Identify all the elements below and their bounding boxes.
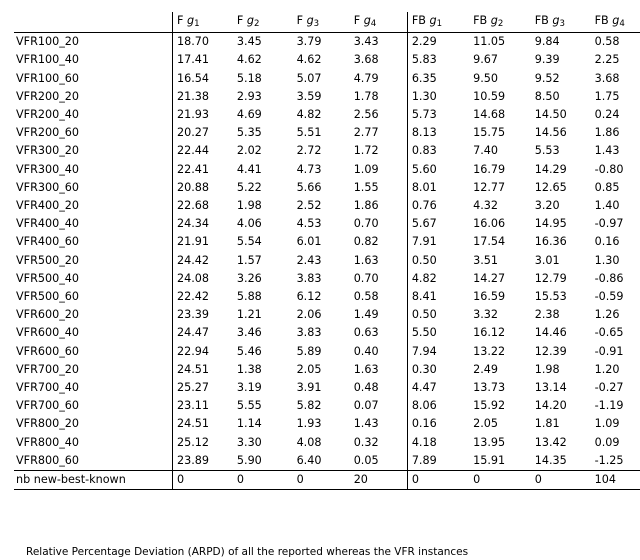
row-value: 2.77 [353, 126, 379, 140]
row-value: 24.51 [173, 361, 233, 379]
row-value: 5.07 [296, 71, 322, 85]
row-value: 1.63 [353, 253, 379, 267]
row-value: 1.14 [236, 417, 262, 431]
row-value: 3.83 [296, 271, 322, 285]
row-value: 24.47 [173, 324, 233, 342]
row-value: 4.69 [236, 108, 262, 122]
row-value: 6.12 [296, 290, 322, 304]
row-value: 8.13 [407, 124, 469, 142]
row-value: 21.91 [173, 233, 233, 251]
row-value: 15.53 [534, 290, 567, 304]
row-value: 2.56 [353, 108, 379, 122]
row-value: 5.18 [236, 71, 262, 85]
row-value: 0.16 [594, 235, 620, 249]
row-value: 17.54 [473, 235, 506, 249]
row-value: 13.14 [534, 381, 567, 395]
row-value: 14.29 [534, 162, 567, 176]
row-value: 0.70 [353, 217, 379, 231]
row-value: 1.63 [353, 362, 379, 376]
row-label: VFR700_60 [16, 399, 80, 413]
row-value: 8.50 [534, 89, 560, 103]
summary-value: 0 [293, 471, 350, 490]
row-label: VFR800_60 [14, 452, 173, 471]
row-value: 0.09 [594, 435, 620, 449]
table-row [14, 197, 640, 215]
table-row [14, 88, 640, 106]
row-value: 25.27 [173, 379, 233, 397]
row-label: VFR400_60 [16, 235, 80, 249]
row-value: 0.70 [353, 271, 379, 285]
row-value: 1.49 [353, 308, 379, 322]
table-row [14, 306, 640, 324]
row-value: 1.72 [353, 144, 379, 158]
table-row [14, 452, 640, 471]
row-value: 0.16 [407, 415, 469, 433]
row-value: 16.36 [534, 235, 567, 249]
row-value: 1.86 [594, 126, 620, 140]
row-value: 4.53 [296, 217, 322, 231]
row-value: 2.05 [473, 417, 499, 431]
row-value: 14.56 [534, 126, 567, 140]
row-value: 2.72 [296, 144, 322, 158]
table-row [14, 106, 640, 124]
row-label: VFR500_20 [16, 253, 80, 267]
row-value: 7.40 [473, 144, 499, 158]
row-value: 9.50 [473, 71, 499, 85]
row-value: -0.97 [594, 217, 624, 231]
summary-value: 0 [407, 471, 469, 490]
row-value: 9.52 [534, 71, 560, 85]
row-value: 5.55 [236, 399, 262, 413]
row-value: 5.82 [296, 399, 322, 413]
row-value: 9.67 [473, 53, 499, 67]
row-value: 15.92 [473, 399, 506, 413]
header-col-FB-g3: FB g3 [534, 14, 565, 29]
row-value: 8.41 [407, 288, 469, 306]
header-col-F-g1: F g1 [173, 12, 233, 33]
header-label-cell [14, 12, 173, 33]
row-label: VFR200_20 [16, 89, 80, 103]
row-label: VFR300_60 [16, 180, 80, 194]
table-row [14, 215, 640, 233]
row-value: 3.91 [296, 381, 322, 395]
row-value: 2.43 [296, 253, 322, 267]
row-value: 4.06 [236, 217, 262, 231]
row-value: 5.46 [236, 344, 262, 358]
row-value: 14.20 [534, 399, 567, 413]
row-value: 11.05 [469, 33, 531, 52]
table-row [14, 124, 640, 142]
table-row [14, 51, 640, 69]
row-value: 15.91 [469, 452, 531, 471]
table-row [14, 415, 640, 433]
row-value: 16.79 [473, 162, 506, 176]
header-col-FB-g1: FB g1 [407, 12, 469, 33]
row-value: 3.51 [473, 253, 499, 267]
summary-label: nb new-best-known [14, 471, 173, 490]
table-row [14, 252, 640, 270]
row-value: 0.40 [353, 344, 379, 358]
row-value: 0.63 [353, 326, 379, 340]
summary-value: 0 [469, 471, 531, 490]
row-value: 0.05 [350, 452, 408, 471]
row-label: VFR600_40 [16, 326, 80, 340]
row-value: 16.59 [473, 290, 506, 304]
row-value: 5.22 [236, 180, 262, 194]
row-value: 12.39 [534, 344, 567, 358]
row-value: 12.79 [534, 271, 567, 285]
row-label: VFR500_40 [16, 271, 80, 285]
row-value: 1.09 [594, 417, 620, 431]
row-value: 9.39 [534, 53, 560, 67]
row-value: 0.48 [353, 381, 379, 395]
row-value: 4.79 [353, 71, 379, 85]
row-value: 24.42 [173, 252, 233, 270]
row-value: 12.77 [473, 180, 506, 194]
row-value: 0.30 [407, 361, 469, 379]
row-value: 6.01 [296, 235, 322, 249]
row-value: 4.62 [236, 53, 262, 67]
row-label: VFR300_20 [16, 144, 80, 158]
row-label: VFR400_40 [16, 217, 80, 231]
row-value: 3.68 [594, 71, 620, 85]
row-value: 1.26 [594, 308, 620, 322]
row-label: VFR200_40 [16, 108, 80, 122]
row-value: 23.39 [173, 306, 233, 324]
row-value: 2.52 [296, 199, 322, 213]
row-value: 14.27 [473, 271, 506, 285]
row-value: 16.54 [173, 70, 233, 88]
row-value: 7.91 [407, 233, 469, 251]
row-value: 22.68 [173, 197, 233, 215]
table-row [14, 142, 640, 160]
row-value: 1.43 [353, 417, 379, 431]
header-col-F-g2: F g2 [236, 14, 260, 29]
summary-value: 20 [350, 471, 408, 490]
row-value: 14.95 [534, 217, 567, 231]
row-value: 1.98 [236, 199, 262, 213]
caption-bottom: Relative Percentage Deviation (ARPD) of all the reported whereas the VFR instances [26, 546, 469, 558]
table-body [14, 12, 640, 490]
table-row [14, 397, 640, 415]
row-value: 24.34 [173, 215, 233, 233]
row-value: -0.27 [594, 381, 624, 395]
row-value: 22.44 [173, 142, 233, 160]
row-label: VFR100_40 [16, 53, 80, 67]
row-value: 9.84 [531, 33, 591, 52]
row-value: -0.59 [594, 290, 624, 304]
row-value: 3.19 [236, 381, 262, 395]
row-value: 24.51 [173, 415, 233, 433]
row-value: 15.75 [473, 126, 506, 140]
row-value: 4.73 [296, 162, 322, 176]
row-value: 1.93 [296, 417, 322, 431]
row-value: 5.60 [407, 161, 469, 179]
row-value: 1.98 [534, 362, 560, 376]
header-col-FB-g4: FB g4 [594, 14, 625, 29]
row-value: 3.20 [534, 199, 560, 213]
row-label: VFR200_60 [16, 126, 80, 140]
header-col-FB-g2: FB g2 [473, 14, 504, 29]
row-value: 13.95 [473, 435, 506, 449]
row-value: 3.83 [296, 326, 322, 340]
row-label: VFR600_20 [16, 308, 80, 322]
row-value: 4.41 [236, 162, 262, 176]
row-value: -0.91 [594, 344, 624, 358]
row-value: -0.80 [594, 162, 624, 176]
table-summary-row [14, 471, 640, 490]
row-value: 0.58 [591, 33, 640, 52]
row-label: VFR700_20 [16, 362, 80, 376]
row-value: 0.85 [594, 180, 620, 194]
row-value: 8.06 [407, 397, 469, 415]
row-value: 3.46 [236, 326, 262, 340]
row-value: 13.42 [534, 435, 567, 449]
row-value: 14.46 [534, 326, 567, 340]
row-value: 0.07 [353, 399, 379, 413]
row-label: VFR800_40 [16, 435, 80, 449]
row-label: VFR700_40 [16, 381, 80, 395]
row-value: -0.86 [594, 271, 624, 285]
row-value: 3.68 [353, 53, 379, 67]
row-value: 8.01 [407, 179, 469, 197]
row-value: 5.90 [233, 452, 293, 471]
row-value: 5.35 [236, 126, 262, 140]
row-value: 4.82 [407, 270, 469, 288]
row-value: 5.89 [296, 344, 322, 358]
row-value: 21.93 [173, 106, 233, 124]
row-value: 5.73 [407, 106, 469, 124]
row-value: 1.38 [236, 362, 262, 376]
row-value: 0.76 [407, 197, 469, 215]
row-value: 22.94 [173, 343, 233, 361]
row-value: 3.79 [293, 33, 350, 52]
table-row [14, 33, 640, 52]
row-value: 5.88 [236, 290, 262, 304]
row-value: 2.93 [236, 89, 262, 103]
row-value: 20.27 [173, 124, 233, 142]
table-row [14, 324, 640, 342]
row-value: 6.40 [293, 452, 350, 471]
row-value: 3.30 [236, 435, 262, 449]
row-value: 21.38 [173, 88, 233, 106]
row-value: 10.59 [473, 89, 506, 103]
header-col-F-g4: F g4 [353, 14, 377, 29]
row-label: VFR600_60 [16, 344, 80, 358]
row-value: 1.40 [594, 199, 620, 213]
row-value: 17.41 [173, 51, 233, 69]
table-row [14, 270, 640, 288]
table-row [14, 233, 640, 251]
row-value: 4.82 [296, 108, 322, 122]
row-value: 1.57 [236, 253, 262, 267]
row-value: 1.75 [594, 89, 620, 103]
row-value: 2.38 [534, 308, 560, 322]
header-col-F-g3: F g3 [296, 14, 320, 29]
table-row [14, 70, 640, 88]
summary-value: 104 [591, 471, 640, 490]
row-value: 20.88 [173, 179, 233, 197]
row-value: 3.43 [350, 33, 408, 52]
table-row [14, 343, 640, 361]
row-value: 23.11 [173, 397, 233, 415]
row-value: 0.24 [594, 108, 620, 122]
row-value: 16.06 [473, 217, 506, 231]
row-value: 0.83 [407, 142, 469, 160]
row-value: 1.55 [353, 180, 379, 194]
row-value: 2.25 [594, 53, 620, 67]
row-value: 5.54 [236, 235, 262, 249]
row-value: 7.94 [407, 343, 469, 361]
row-value: 0.50 [407, 252, 469, 270]
row-value: 3.59 [296, 89, 322, 103]
summary-value: 0 [531, 471, 591, 490]
row-value: 4.32 [473, 199, 499, 213]
table-header-row [14, 12, 640, 33]
row-value: 0.58 [353, 290, 379, 304]
row-value: 14.68 [473, 108, 506, 122]
table-row [14, 179, 640, 197]
row-value: 3.45 [233, 33, 293, 52]
row-value: 3.32 [473, 308, 499, 322]
row-value: 18.70 [173, 33, 233, 52]
row-value: 1.78 [353, 89, 379, 103]
row-value: -0.65 [594, 326, 624, 340]
row-label: VFR100_20 [14, 33, 173, 52]
row-label: VFR800_20 [16, 417, 80, 431]
row-value: 1.81 [534, 417, 560, 431]
table-row [14, 288, 640, 306]
row-value: 16.12 [473, 326, 506, 340]
row-value: 1.09 [353, 162, 379, 176]
table-row [14, 434, 640, 452]
row-value: 1.20 [594, 362, 620, 376]
row-value: 5.51 [296, 126, 322, 140]
summary-value: 0 [173, 471, 233, 490]
row-value: 25.12 [173, 434, 233, 452]
row-label: VFR500_60 [16, 290, 80, 304]
row-value: 0.32 [353, 435, 379, 449]
row-label: VFR300_40 [16, 162, 80, 176]
row-value: 7.89 [407, 452, 469, 471]
table-row [14, 379, 640, 397]
row-value: 14.35 [531, 452, 591, 471]
row-value: 5.83 [407, 51, 469, 69]
row-value: 3.01 [534, 253, 560, 267]
row-value: 23.89 [173, 452, 233, 471]
row-value: 1.21 [236, 308, 262, 322]
row-value: 5.53 [534, 144, 560, 158]
results-table [14, 12, 640, 490]
row-value: 2.06 [296, 308, 322, 322]
table-row [14, 161, 640, 179]
row-value: -1.19 [594, 399, 624, 413]
row-value: 0.50 [407, 306, 469, 324]
row-value: 1.30 [407, 88, 469, 106]
row-value: 4.62 [296, 53, 322, 67]
row-value: -1.25 [591, 452, 640, 471]
row-value: 22.42 [173, 288, 233, 306]
row-value: 5.67 [407, 215, 469, 233]
row-value: 13.73 [473, 381, 506, 395]
row-value: 12.65 [534, 180, 567, 194]
row-value: 5.50 [407, 324, 469, 342]
row-value: 0.82 [353, 235, 379, 249]
row-label: VFR100_60 [16, 71, 80, 85]
row-value: 2.29 [407, 33, 469, 52]
row-value: 22.41 [173, 161, 233, 179]
row-value: 5.66 [296, 180, 322, 194]
summary-value: 0 [233, 471, 293, 490]
row-value: 3.26 [236, 271, 262, 285]
row-value: 1.30 [594, 253, 620, 267]
row-value: 2.49 [473, 362, 499, 376]
row-value: 4.18 [407, 434, 469, 452]
row-value: 2.02 [236, 144, 262, 158]
row-value: 24.08 [173, 270, 233, 288]
row-value: 14.50 [534, 108, 567, 122]
row-value: 4.08 [296, 435, 322, 449]
row-value: 1.86 [353, 199, 379, 213]
row-label: VFR400_20 [16, 199, 80, 213]
row-value: 1.43 [594, 144, 620, 158]
row-value: 2.05 [296, 362, 322, 376]
row-value: 6.35 [407, 70, 469, 88]
row-value: 13.22 [473, 344, 506, 358]
row-value: 4.47 [407, 379, 469, 397]
table-row [14, 361, 640, 379]
